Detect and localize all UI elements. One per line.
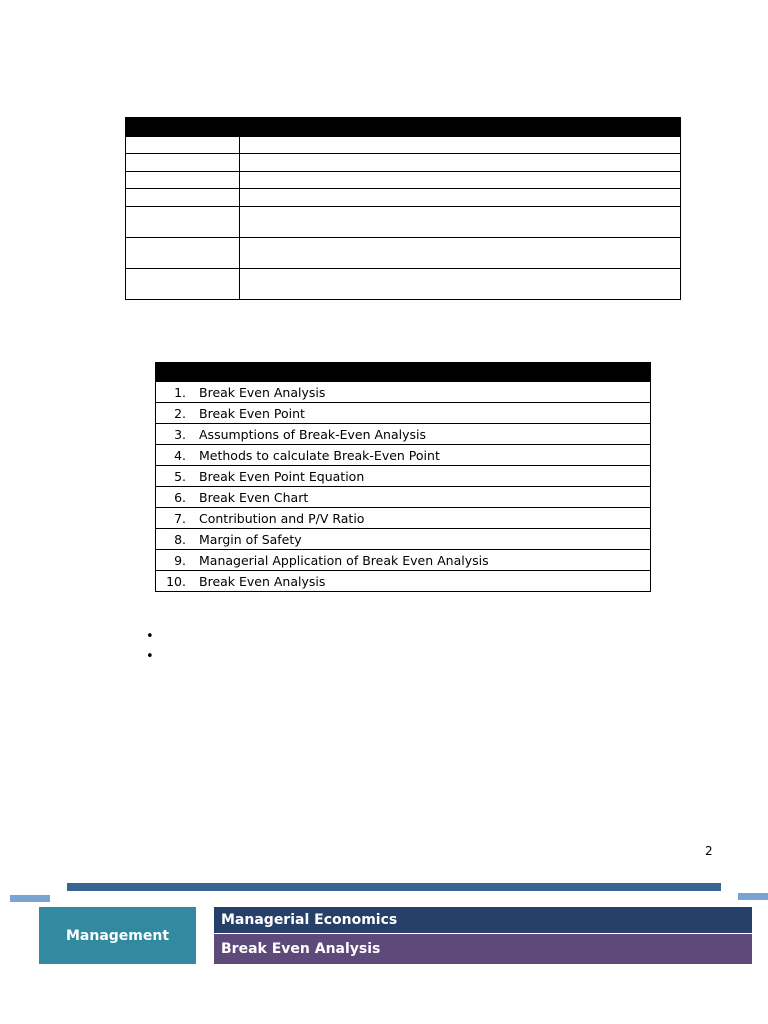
item-number: 1. bbox=[156, 382, 200, 403]
item-number: 10. bbox=[156, 571, 200, 592]
item-text: Margin of Safety bbox=[199, 529, 651, 550]
page-number: 2 bbox=[705, 844, 713, 858]
item-text: Break Even Chart bbox=[199, 487, 651, 508]
item-text: Break Even Analysis bbox=[199, 382, 651, 403]
table-row bbox=[126, 189, 681, 207]
footer-course-title: Managerial Economics bbox=[214, 907, 752, 933]
table-row bbox=[126, 207, 681, 238]
bullet-item: • bbox=[146, 649, 154, 664]
item-number: 6. bbox=[156, 487, 200, 508]
item-number: 2. bbox=[156, 403, 200, 424]
contents-table-header bbox=[156, 363, 651, 382]
info-table bbox=[125, 117, 681, 300]
table-row bbox=[126, 137, 681, 154]
bullet-list bbox=[146, 627, 154, 667]
item-text: Assumptions of Break-Even Analysis bbox=[199, 424, 651, 445]
table-row bbox=[156, 445, 651, 466]
contents-table bbox=[155, 362, 651, 592]
item-text: Methods to calculate Break-Even Point bbox=[199, 445, 651, 466]
table-row bbox=[156, 487, 651, 508]
table-row bbox=[126, 269, 681, 300]
item-text: Contribution and P/V Ratio bbox=[199, 508, 651, 529]
item-text: Break Even Point Equation bbox=[199, 466, 651, 487]
item-number: 7. bbox=[156, 508, 200, 529]
footer-divider-bar bbox=[67, 883, 721, 891]
table-row bbox=[156, 466, 651, 487]
footer-topic-title: Break Even Analysis bbox=[214, 934, 752, 964]
table-row bbox=[156, 529, 651, 550]
table-row bbox=[156, 424, 651, 445]
footer-accent-left bbox=[10, 895, 50, 902]
item-text: Managerial Application of Break Even Analysis bbox=[199, 550, 651, 571]
item-text: Break Even Point bbox=[199, 403, 651, 424]
item-number: 5. bbox=[156, 466, 200, 487]
item-number: 4. bbox=[156, 445, 200, 466]
item-text: Break Even Analysis bbox=[199, 571, 651, 592]
table-row bbox=[126, 154, 681, 172]
footer-accent-right bbox=[738, 893, 768, 900]
bullet-item: • bbox=[146, 629, 154, 644]
item-number: 8. bbox=[156, 529, 200, 550]
table-row bbox=[156, 382, 651, 403]
table-row bbox=[156, 403, 651, 424]
item-number: 3. bbox=[156, 424, 200, 445]
table-row bbox=[126, 238, 681, 269]
table-row bbox=[156, 571, 651, 592]
footer-section-label: Management bbox=[39, 907, 196, 964]
table-row bbox=[156, 508, 651, 529]
table-row bbox=[126, 172, 681, 189]
info-table-header bbox=[126, 118, 681, 137]
item-number: 9. bbox=[156, 550, 200, 571]
table-row bbox=[156, 550, 651, 571]
